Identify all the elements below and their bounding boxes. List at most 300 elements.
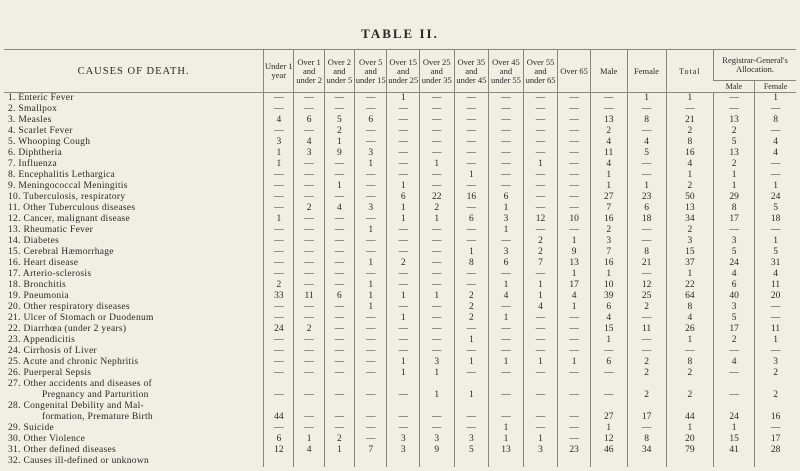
value-cell: 7 (590, 247, 627, 258)
value-cell: 1 (523, 291, 558, 302)
value-cell: — (355, 434, 387, 445)
value-cell: — (294, 335, 324, 346)
value-cell: — (454, 203, 489, 214)
cause-label: 27. Other accidents and diseases of (8, 379, 152, 389)
value-cell: — (294, 170, 324, 181)
value-cell: 9 (419, 445, 454, 456)
value-cell: 1 (419, 368, 454, 379)
value-cell: — (387, 423, 419, 434)
value-cell: — (355, 181, 387, 192)
table-row (4, 401, 796, 423)
value-cell: 17 (627, 401, 666, 423)
value-cell: 17 (714, 214, 755, 225)
value-cell: 1 (523, 280, 558, 291)
value-cell: — (387, 126, 419, 137)
cause-label: 30. Other Violence (8, 434, 86, 444)
value-cell: 1 (387, 214, 419, 225)
cause-cell (4, 148, 264, 159)
table-row (4, 291, 796, 302)
value-cell: 5 (627, 148, 666, 159)
value-cell: — (590, 93, 627, 105)
value-cell: — (558, 159, 590, 170)
value-cell: 2 (590, 225, 627, 236)
value-cell: — (755, 313, 796, 324)
value-cell: — (264, 423, 294, 434)
value-cell: 5 (454, 445, 489, 456)
value-cell: — (489, 401, 524, 423)
table-row (4, 93, 796, 105)
table-row (4, 126, 796, 137)
value-cell: — (324, 313, 354, 324)
value-cell: 3 (489, 214, 524, 225)
value-cell: 1 (489, 357, 524, 368)
value-cell: — (558, 324, 590, 335)
value-cell: 1 (590, 269, 627, 280)
value-cell: 11 (590, 148, 627, 159)
value-cell: 13 (558, 258, 590, 269)
value-cell: — (558, 170, 590, 181)
value-cell: 4 (294, 445, 324, 456)
value-cell: — (489, 170, 524, 181)
value-cell: — (627, 335, 666, 346)
table-row (4, 115, 796, 126)
value-cell: — (387, 159, 419, 170)
value-cell: 24 (714, 258, 755, 269)
value-cell (590, 456, 627, 467)
value-cell: — (387, 236, 419, 247)
value-cell: 31 (755, 258, 796, 269)
value-cell: — (523, 335, 558, 346)
value-cell: — (324, 379, 354, 401)
value-cell: — (489, 93, 524, 105)
value-cell: 1 (454, 170, 489, 181)
value-cell: 13 (714, 148, 755, 159)
value-cell: 8 (666, 357, 714, 368)
value-cell: 1 (558, 302, 590, 313)
value-cell: 1 (755, 335, 796, 346)
cause-cell (4, 225, 264, 236)
value-cell: 3 (489, 247, 524, 258)
cause-label: 26. Puerperal Sepsis (8, 368, 92, 378)
value-cell: 2 (523, 247, 558, 258)
value-cell: — (558, 148, 590, 159)
value-cell: 25 (627, 291, 666, 302)
value-cell: 28 (755, 445, 796, 456)
cause-label: 23. Appendicitis (8, 335, 76, 345)
value-cell: 1 (523, 434, 558, 445)
value-cell: — (419, 247, 454, 258)
value-cell: — (558, 181, 590, 192)
value-cell: — (627, 170, 666, 181)
value-cell: — (666, 104, 714, 115)
value-cell: — (355, 247, 387, 258)
value-cell: — (264, 170, 294, 181)
table-row (4, 236, 796, 247)
value-cell (558, 456, 590, 467)
cause-label-continued: Pregnancy and Parturition (42, 390, 149, 400)
cause-label: 5. Whooping Cough (8, 137, 91, 147)
value-cell: 27 (590, 401, 627, 423)
cause-cell (4, 423, 264, 434)
value-cell: — (523, 368, 558, 379)
value-cell: — (387, 280, 419, 291)
value-cell: 44 (666, 401, 714, 423)
value-cell (294, 456, 324, 467)
value-cell: 1 (454, 379, 489, 401)
cause-cell (4, 247, 264, 258)
cause-label: 22. Diarrhœa (under 2 years) (8, 324, 127, 334)
value-cell: 16 (590, 258, 627, 269)
value-cell: — (627, 236, 666, 247)
value-cell: 3 (454, 434, 489, 445)
value-cell: — (558, 346, 590, 357)
value-cell: — (264, 258, 294, 269)
value-cell: — (627, 423, 666, 434)
cause-cell (4, 456, 264, 467)
value-cell: — (755, 126, 796, 137)
cause-cell (4, 280, 264, 291)
value-cell: 3 (264, 137, 294, 148)
value-cell: — (419, 269, 454, 280)
value-cell: — (558, 203, 590, 214)
value-cell: — (755, 346, 796, 357)
table-row (4, 137, 796, 148)
table-row (4, 269, 796, 280)
value-cell: 3 (523, 445, 558, 456)
value-cell: — (454, 269, 489, 280)
value-cell: — (489, 379, 524, 401)
value-cell: — (355, 93, 387, 105)
value-cell: 1 (666, 423, 714, 434)
value-cell: 1 (590, 423, 627, 434)
value-cell: 1 (264, 159, 294, 170)
value-cell: 21 (627, 258, 666, 269)
value-cell: — (755, 170, 796, 181)
value-cell: — (489, 137, 524, 148)
value-cell: — (489, 181, 524, 192)
value-cell: — (294, 423, 324, 434)
value-cell: 4 (590, 313, 627, 324)
value-cell: — (558, 126, 590, 137)
value-cell: — (419, 225, 454, 236)
cause-cell (4, 291, 264, 302)
value-cell: — (454, 148, 489, 159)
cause-label: 7. Influenza (8, 159, 57, 169)
value-cell: — (264, 368, 294, 379)
value-cell: — (558, 93, 590, 105)
value-cell: 1 (523, 357, 558, 368)
value-cell: — (558, 379, 590, 401)
cause-cell (4, 170, 264, 181)
header-age-35-45: Over 35 and under 45 (454, 50, 489, 93)
value-cell: 1 (294, 434, 324, 445)
value-cell: — (387, 247, 419, 258)
value-cell: 5 (755, 203, 796, 214)
value-cell: — (714, 346, 755, 357)
table-title: TABLE II. (361, 26, 439, 41)
value-cell: — (419, 401, 454, 423)
value-cell: 1 (419, 214, 454, 225)
cause-cell (4, 258, 264, 269)
value-cell: — (387, 379, 419, 401)
value-cell: — (558, 225, 590, 236)
value-cell: — (294, 313, 324, 324)
value-cell: 20 (755, 291, 796, 302)
cause-cell (4, 159, 264, 170)
value-cell: — (355, 379, 387, 401)
value-cell: 3 (355, 148, 387, 159)
value-cell: 17 (558, 280, 590, 291)
value-cell: 8 (666, 137, 714, 148)
value-cell: — (558, 115, 590, 126)
value-cell: 3 (755, 357, 796, 368)
table-row (4, 346, 796, 357)
value-cell: — (294, 236, 324, 247)
value-cell: 29 (714, 192, 755, 203)
value-cell: 1 (419, 291, 454, 302)
value-cell: 1 (666, 335, 714, 346)
value-cell: 1 (590, 181, 627, 192)
value-cell: — (590, 379, 627, 401)
value-cell: 1 (387, 291, 419, 302)
table-row (4, 456, 796, 467)
value-cell: 20 (666, 434, 714, 445)
value-cell: — (454, 368, 489, 379)
value-cell: 1 (355, 159, 387, 170)
value-cell: — (454, 401, 489, 423)
cause-label: 31. Other defined diseases (8, 445, 117, 455)
value-cell: 2 (627, 379, 666, 401)
value-cell: 2 (666, 225, 714, 236)
table-row (4, 335, 796, 346)
value-cell: — (489, 324, 524, 335)
value-cell: — (419, 126, 454, 137)
value-cell: — (489, 346, 524, 357)
value-cell: — (454, 423, 489, 434)
value-cell: — (523, 423, 558, 434)
value-cell: 41 (714, 445, 755, 456)
value-cell: 24 (264, 324, 294, 335)
value-cell: 1 (714, 181, 755, 192)
value-cell: — (489, 148, 524, 159)
value-cell: — (523, 324, 558, 335)
cause-label: 17. Arterio-sclerosis (8, 269, 92, 279)
value-cell: 37 (666, 258, 714, 269)
value-cell: 2 (324, 126, 354, 137)
value-cell: — (264, 247, 294, 258)
value-cell: — (666, 346, 714, 357)
value-cell: 9 (324, 148, 354, 159)
cause-label: 29. Suicide (8, 423, 55, 433)
value-cell: 3 (590, 236, 627, 247)
value-cell: 2 (755, 379, 796, 401)
value-cell: — (264, 93, 294, 105)
cause-cell (4, 401, 264, 423)
value-cell: — (419, 324, 454, 335)
value-cell: — (264, 346, 294, 357)
cause-label: 16. Heart disease (8, 258, 79, 268)
value-cell: — (324, 214, 354, 225)
value-cell: 1 (489, 225, 524, 236)
value-cell: — (294, 192, 324, 203)
value-cell: 24 (755, 192, 796, 203)
value-cell: 7 (590, 203, 627, 214)
value-cell: 1 (324, 181, 354, 192)
value-cell: — (558, 423, 590, 434)
value-cell: — (324, 357, 354, 368)
cause-label: 19. Pneumonia (8, 291, 69, 301)
value-cell: 17 (714, 324, 755, 335)
value-cell: 1 (627, 181, 666, 192)
value-cell: — (523, 401, 558, 423)
table-row (4, 368, 796, 379)
header-registrar-female: Female (755, 81, 796, 93)
value-cell: 1 (714, 423, 755, 434)
value-cell: — (714, 379, 755, 401)
table-row (4, 324, 796, 335)
cause-label: 28. Congenital Debility and Mal- (8, 401, 144, 411)
value-cell: 4 (264, 115, 294, 126)
value-cell: 39 (590, 291, 627, 302)
value-cell: — (419, 181, 454, 192)
value-cell: 4 (627, 137, 666, 148)
value-cell: — (523, 137, 558, 148)
value-cell: — (264, 335, 294, 346)
value-cell: — (294, 247, 324, 258)
value-cell: — (627, 104, 666, 115)
value-cell (454, 456, 489, 467)
value-cell: 5 (714, 247, 755, 258)
value-cell: 2 (666, 181, 714, 192)
value-cell: — (419, 335, 454, 346)
value-cell: 16 (666, 148, 714, 159)
value-cell: 6 (324, 291, 354, 302)
value-cell: 8 (666, 302, 714, 313)
value-cell: — (558, 192, 590, 203)
cause-cell (4, 181, 264, 192)
table-body (4, 93, 796, 468)
value-cell: 17 (755, 434, 796, 445)
cause-cell (4, 192, 264, 203)
value-cell: 1 (355, 258, 387, 269)
value-cell: — (755, 104, 796, 115)
value-cell: — (324, 324, 354, 335)
value-cell: — (419, 104, 454, 115)
value-cell: 2 (714, 126, 755, 137)
value-cell: 4 (294, 137, 324, 148)
value-cell: 6 (294, 115, 324, 126)
cause-cell (4, 434, 264, 445)
value-cell: — (627, 313, 666, 324)
cause-label: 3. Measles (8, 115, 52, 125)
value-cell: 2 (755, 368, 796, 379)
value-cell: — (387, 401, 419, 423)
value-cell: 22 (419, 192, 454, 203)
value-cell: 8 (454, 258, 489, 269)
value-cell: — (355, 104, 387, 115)
header-male: Male (590, 50, 627, 93)
cause-label: 10. Tuberculosis, respiratory (8, 192, 126, 202)
value-cell: 15 (590, 324, 627, 335)
value-cell: 3 (419, 434, 454, 445)
cause-cell (4, 379, 264, 401)
cause-cell (4, 324, 264, 335)
value-cell: — (590, 104, 627, 115)
value-cell: — (387, 225, 419, 236)
cause-cell (4, 115, 264, 126)
value-cell: — (523, 181, 558, 192)
value-cell: 12 (627, 280, 666, 291)
value-cell: 3 (294, 148, 324, 159)
value-cell: — (355, 357, 387, 368)
value-cell: — (558, 137, 590, 148)
value-cell: — (454, 280, 489, 291)
value-cell (419, 456, 454, 467)
value-cell: — (419, 236, 454, 247)
value-cell: — (419, 115, 454, 126)
value-cell: 4 (489, 291, 524, 302)
value-cell: 3 (714, 302, 755, 313)
value-cell: 18 (755, 214, 796, 225)
table-row (4, 445, 796, 456)
value-cell: 9 (558, 247, 590, 258)
value-cell: 2 (264, 280, 294, 291)
value-cell: 22 (666, 280, 714, 291)
value-cell: 6 (627, 203, 666, 214)
value-cell: 8 (714, 203, 755, 214)
value-cell: 3 (355, 203, 387, 214)
value-cell: 11 (755, 324, 796, 335)
value-cell: 4 (666, 159, 714, 170)
value-cell: — (558, 104, 590, 115)
value-cell: 11 (627, 324, 666, 335)
value-cell: 5 (714, 137, 755, 148)
value-cell: 6 (387, 192, 419, 203)
value-cell: 1 (419, 159, 454, 170)
value-cell: 1 (489, 280, 524, 291)
value-cell: 1 (755, 236, 796, 247)
value-cell: 1 (264, 148, 294, 159)
value-cell: 1 (489, 423, 524, 434)
value-cell: — (355, 269, 387, 280)
value-cell: 1 (387, 203, 419, 214)
value-cell: — (387, 148, 419, 159)
value-cell (714, 456, 755, 467)
value-cell: — (294, 280, 324, 291)
value-cell: 64 (666, 291, 714, 302)
value-cell: — (454, 225, 489, 236)
value-cell: — (558, 335, 590, 346)
value-cell: — (523, 346, 558, 357)
value-cell: 4 (755, 148, 796, 159)
value-cell: — (523, 313, 558, 324)
value-cell: — (355, 324, 387, 335)
value-cell: — (523, 170, 558, 181)
value-cell: 13 (666, 203, 714, 214)
value-cell: — (264, 313, 294, 324)
value-cell: — (387, 324, 419, 335)
value-cell: 4 (558, 291, 590, 302)
value-cell: 1 (264, 214, 294, 225)
cause-label: 11. Other Tuberculous diseases (8, 203, 136, 213)
value-cell (264, 456, 294, 467)
header-causes: CAUSES OF DEATH. (4, 50, 264, 93)
value-cell: — (489, 269, 524, 280)
value-cell: 24 (714, 401, 755, 423)
value-cell: 8 (627, 247, 666, 258)
value-cell: 27 (590, 192, 627, 203)
value-cell: — (489, 236, 524, 247)
